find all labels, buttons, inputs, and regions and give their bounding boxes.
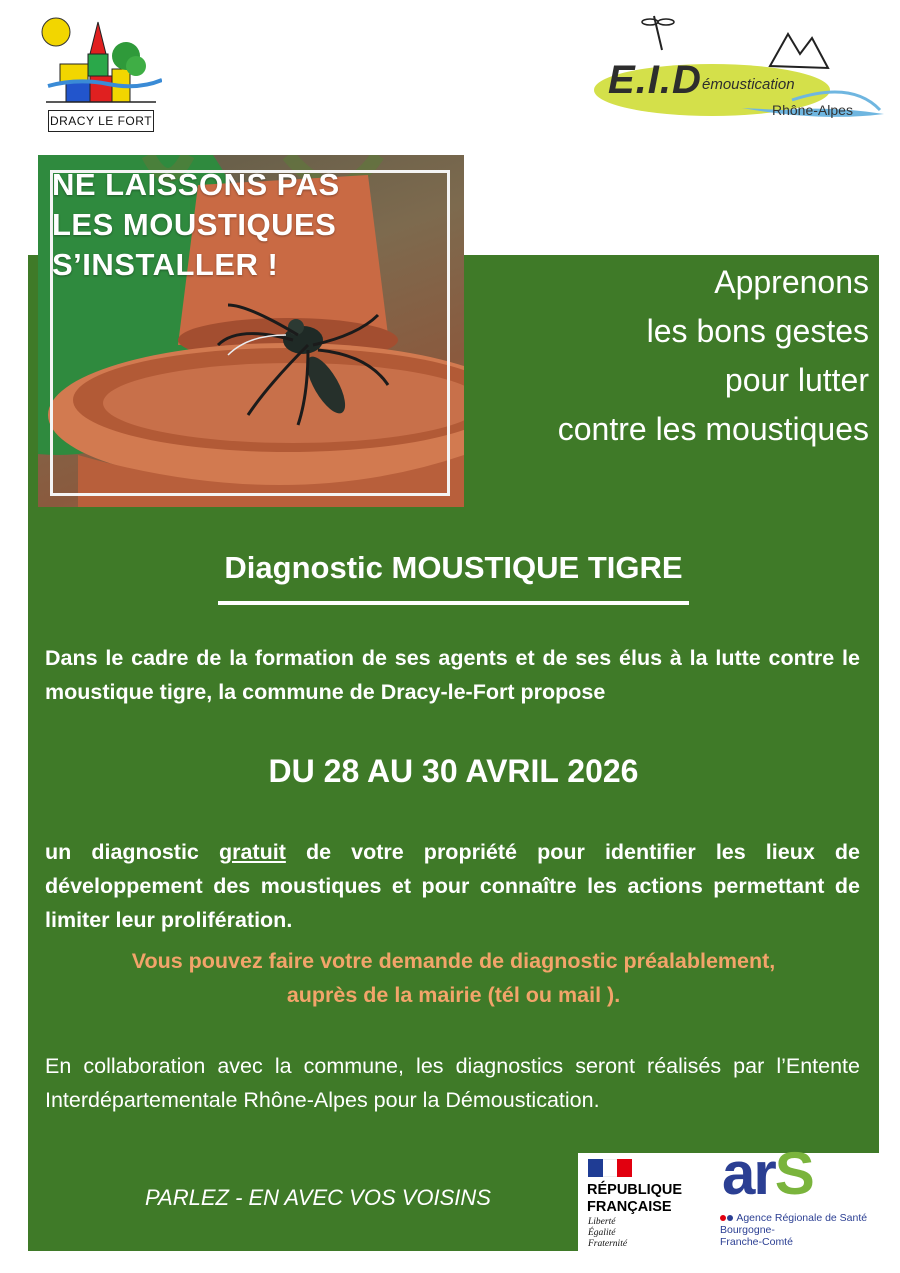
ars-region-line: Bourgogne- — [720, 1224, 775, 1236]
intro-line: contre les moustiques — [557, 411, 869, 447]
republique-name — [587, 1182, 682, 1216]
heading-underline — [218, 601, 689, 605]
republique-francaise-logo — [583, 1156, 713, 1251]
dates-banner: DU 28 AU 30 AVRIL 2026 — [268, 753, 639, 789]
ars-s-letter: S — [774, 1140, 813, 1207]
eid-word: émoustication — [702, 76, 795, 93]
intro-line: les bons gestes — [646, 313, 869, 349]
ars-logo — [718, 1140, 878, 1253]
diagnostic-paragraph — [45, 835, 860, 937]
dracy-le-fort-logo — [38, 14, 162, 132]
photo-title-line: S’INSTALLER ! — [52, 247, 279, 282]
eid-initials: E.I.D — [608, 58, 702, 102]
dracy-emblem-icon — [38, 14, 162, 114]
ars-wordmark — [722, 1139, 813, 1208]
ars-tagline — [720, 1212, 867, 1248]
french-flag-icon — [588, 1159, 632, 1177]
request-note — [28, 944, 879, 1012]
paragraph-text: de votre propriété pour identifier les lieux de développement des moustiques et pour connaître les actions permettant de limiter leur prolifération. — [45, 840, 860, 932]
ars-red-dot-icon — [720, 1215, 726, 1221]
collaboration-paragraph: En collaboration avec la commune, les diagnostics seront réalisés par l’Entente Interdépartementale Rhône-Alpes pour la Démoustication. — [45, 1054, 860, 1112]
request-note-line: auprès de la mairie (tél ou mail ). — [286, 983, 621, 1007]
dracy-logo-caption: DRACY LE FORT — [48, 110, 154, 132]
ars-agency-name: Agence Régionale de Santé — [736, 1212, 868, 1224]
partner-logos — [578, 1140, 879, 1253]
ars-blue-dot-icon — [727, 1215, 733, 1221]
intro-paragraph: Dans le cadre de la formation de ses agents et de ses élus à la lutte contre le moustique tigre, la commune de Dracy-le-Fort propose — [45, 646, 860, 704]
intro-line: Apprenons — [714, 264, 869, 300]
request-note-line: Vous pouvez faire votre demande de diagnostic préalablement, — [131, 949, 776, 973]
talk-with-neighbours: PARLEZ - EN AVEC VOS VOISINS — [145, 1185, 491, 1210]
photo-title — [52, 165, 442, 285]
motto-line: Fraternité — [588, 1239, 628, 1249]
eid-demoustication-logo — [592, 10, 888, 130]
intro-text — [469, 258, 869, 454]
photo-title-line: LES MOUSTIQUES — [52, 207, 337, 242]
republique-line: RÉPUBLIQUE — [587, 1182, 683, 1198]
republique-line: FRANÇAISE — [587, 1199, 672, 1215]
eid-region: Rhône-Alpes — [772, 102, 853, 118]
diagnostic-heading: Diagnostic MOUSTIQUE TIGRE — [224, 550, 683, 585]
ars-letters: ar — [722, 1140, 775, 1207]
motto-line: Liberté — [588, 1217, 616, 1227]
photo-title-line: NE LAISSONS PAS — [52, 167, 340, 202]
republique-motto — [588, 1217, 627, 1250]
ars-region-line: Franche-Comté — [720, 1236, 793, 1248]
gratuit-word: gratuit — [218, 840, 286, 864]
motto-line: Égalité — [588, 1228, 616, 1238]
intro-line: pour lutter — [724, 362, 869, 398]
paragraph-text: un diagnostic — [45, 840, 219, 864]
